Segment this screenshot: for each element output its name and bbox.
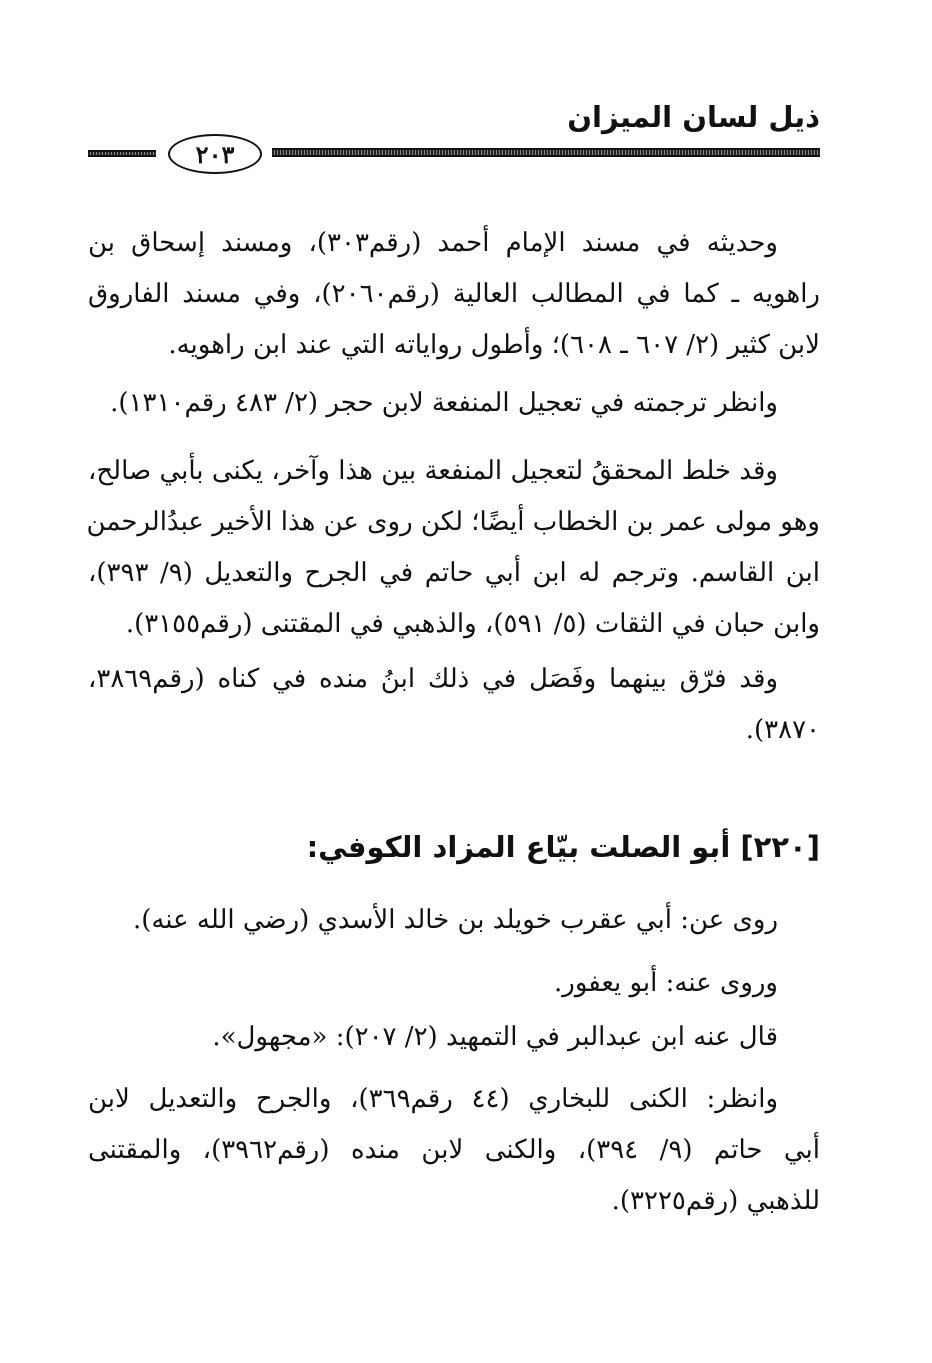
paragraph-ibn-abdulbar [88,1012,820,1063]
page-number-badge: ٢٠٣ [168,134,262,174]
text-line: وهو مولى عمر بن الخطاب أيضًا؛ لكن روى عن هذا الأخير عبدُالرحمن [86,507,820,537]
paragraph-ibn-mandah [88,654,820,756]
paragraph-muhaqqiq-note [88,446,820,650]
text-line: وقد خلط المحققُ لتعجيل المنفعة بين هذا وآخر، يكنى بأبي صالح، [88,456,778,486]
text-line: قال عنه ابن عبدالبر في التمهيد (٢/ ٢٠٧): «مجهول». [212,1022,778,1052]
paragraph-tarjama [88,378,820,429]
text-line: للذهبي (رقم٣٢٢٥). [611,1186,820,1216]
text-line: وانظر ترجمته في تعجيل المنفعة لابن حجر (٢/ ٤٨٣ رقم١٣١٠). [110,388,778,418]
paragraph-references [88,1074,820,1227]
text-line: روى عن: أبي عقرب خويلد بن خالد الأسدي (رضي الله عنه). [132,905,778,935]
paragraph-hadith-sources [88,218,820,371]
text-line: وابن حبان في الثقات (٥/ ٥٩١)، والذهبي في المقتنى (رقم٣١٥٥). [125,609,820,639]
text-line: ابن القاسم. وترجم له ابن أبي حاتم في الجرح والتعديل (٩/ ٣٩٣)، [88,558,820,588]
text-line: ٣٨٧٠). [745,715,820,745]
text-line: وروى عنه: أبو يعفور. [554,968,778,998]
text-line: وانظر: الكنى للبخاري (٤٤ رقم٣٦٩)، والجرح والتعديل لابن [88,1084,778,1114]
text-line: راهويه ـ كما في المطالب العالية (رقم٢٠٦٠)، وفي مسند الفاروق [88,279,820,309]
text-line: لابن كثير (٢/ ٦٠٧ ـ ٦٠٨)؛ وأطول رواياته التي عند ابن راهويه. [168,330,820,360]
paragraph-rawa-an [88,895,820,946]
text-line: أبي حاتم (٩/ ٣٩٤)، والكنى لابن منده (رقم٣٩٦٢)، والمقتنى [88,1135,821,1165]
text-line: وقد فرّق بينهما وفَصَل في ذلك ابنُ منده في كناه (رقم٣٨٦٩، [88,664,778,694]
paragraph-rawa-anhu [88,958,820,1009]
text-line: وحديثه في مسند الإمام أحمد (رقم٣٠٣)، ومسند إسحاق بن [88,228,778,258]
header-rule-left [88,150,156,157]
running-title: ذيل لسان الميزان [567,100,820,134]
header-rule-right [272,148,820,157]
entry-heading: [٢٢٠] أبو الصلت بيّاع المزاد الكوفي: [306,830,820,864]
